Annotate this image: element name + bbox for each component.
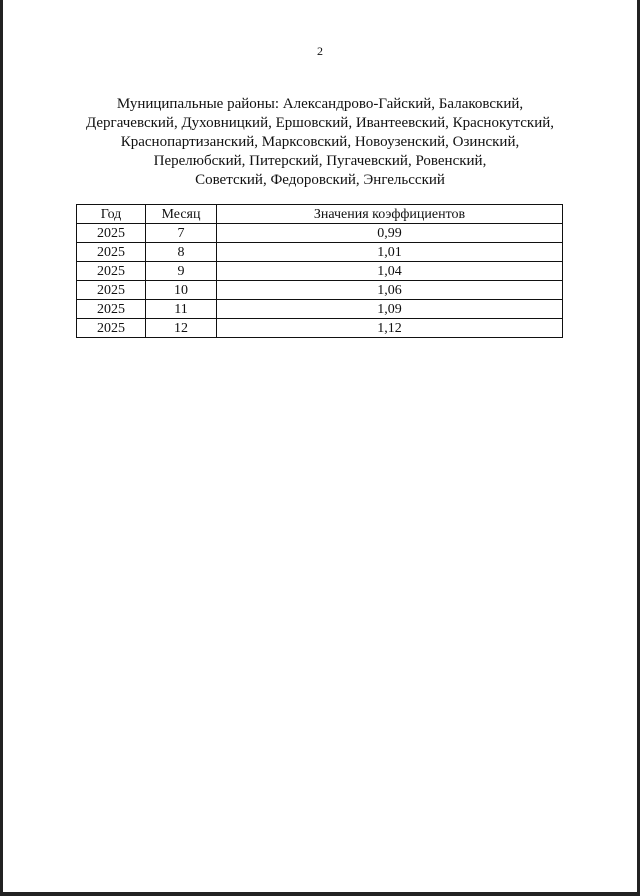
table-row [77,224,563,243]
heading-line: Краснопартизанский, Марксовский, Новоузенский, Озинский, [120,134,520,150]
table-row [77,319,563,338]
table-row [77,262,563,281]
cell-year: 2025 [77,281,146,300]
cell-year: 2025 [77,262,146,281]
cell-coefficient: 1,04 [217,262,563,281]
scan-edge-bottom [0,892,640,896]
table-row [77,281,563,300]
heading-line: Дергачевский, Духовницкий, Ершовский, Ивантеевский, Краснокутский, [85,115,555,131]
cell-coefficient: 1,01 [217,243,563,262]
cell-year: 2025 [77,319,146,338]
heading-line: Советский, Федоровский, Энгельсский [195,172,445,188]
coefficients-table [76,204,563,338]
table-header-row [77,205,563,224]
cell-month: 8 [146,243,217,262]
scan-edge-left [0,0,3,896]
table-row [77,243,563,262]
column-header-year: Год [77,205,146,224]
cell-year: 2025 [77,243,146,262]
cell-month: 11 [146,300,217,319]
page-number: 2 [317,44,323,58]
municipal-districts-heading [60,95,580,190]
cell-coefficient: 1,06 [217,281,563,300]
cell-coefficient: 1,12 [217,319,563,338]
cell-coefficient: 1,09 [217,300,563,319]
cell-month: 12 [146,319,217,338]
cell-month: 7 [146,224,217,243]
cell-coefficient: 0,99 [217,224,563,243]
cell-year: 2025 [77,300,146,319]
cell-month: 10 [146,281,217,300]
table-row [77,300,563,319]
heading-line: Перелюбский, Питерский, Пугачевский, Ровенский, [153,153,487,169]
column-header-month: Месяц [146,205,217,224]
column-header-coefficient: Значения коэффициентов [217,205,563,224]
cell-year: 2025 [77,224,146,243]
heading-line: Муниципальные районы: Александрово-Гайский, Балаковский, [116,96,524,112]
cell-month: 9 [146,262,217,281]
